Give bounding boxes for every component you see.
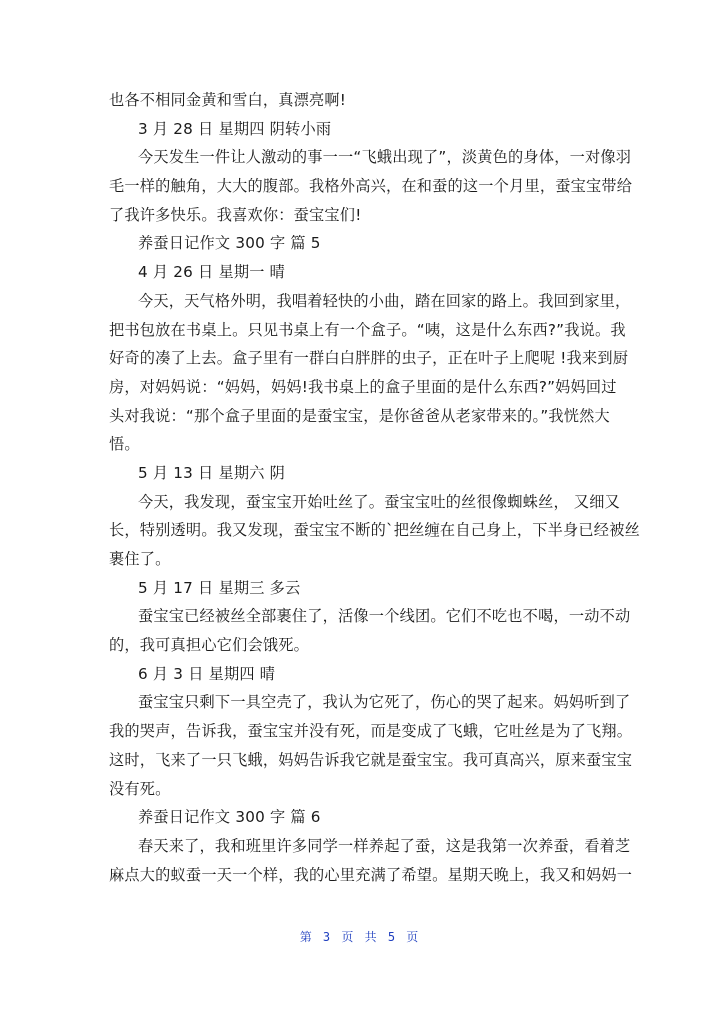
document-body xyxy=(109,86,640,889)
paragraph-line: 今天，我发现，蚕宝宝开始吐丝了。蚕宝宝吐的丝很像蜘蛛丝， 又细又 xyxy=(138,492,621,511)
paragraph-line: 毛一样的触角，大大的腹部。我格外高兴，在和蚕的这一个月里，蚕宝宝带给 xyxy=(109,177,633,196)
paragraph-line: 我的哭声，告诉我，蚕宝宝并没有死，而是变成了飞蛾，它吐丝是为了飞翔。 xyxy=(109,722,633,741)
paragraph-line: 头对我说：“那个盒子里面的是蚕宝宝，是你爸爸从老家带来的。”我恍然大 xyxy=(109,406,610,425)
diary-date-heading: 3 月 28 日 星期四 阴转小雨 xyxy=(138,119,332,138)
paragraph-line: 蚕宝宝已经被丝全部裹住了，活像一个线团。它们不吃也不喝，一动不动 xyxy=(138,607,631,626)
paragraph-line: 这时，飞来了一只飞蛾，妈妈告诉我它就是蚕宝宝。我可真高兴，原来蚕宝宝 xyxy=(109,750,633,769)
diary-date-heading: 5 月 17 日 星期三 多云 xyxy=(138,578,301,597)
paragraph-line: 的，我可真担心它们会饿死。 xyxy=(109,636,310,655)
paragraph-line: 蚕宝宝只剩下一具空壳了，我认为它死了，伤心的哭了起来。妈妈听到了 xyxy=(138,693,631,712)
paragraph-line: 没有死。 xyxy=(109,779,171,798)
paragraph-line: 房，对妈妈说：“妈妈，妈妈!我书桌上的盒子里面的是什么东西?”妈妈回过 xyxy=(109,377,617,396)
page-number-footer: 第 3 页 共 5 页 xyxy=(299,930,421,944)
paragraph-line: 麻点大的蚁蚕一天一个样，我的心里充满了希望。星期天晚上，我又和妈妈一 xyxy=(109,865,633,884)
section-heading: 养蚕日记作文 300 字 篇 6 xyxy=(138,808,321,827)
paragraph-line: 了我许多快乐。我喜欢你：蚕宝宝们! xyxy=(109,205,362,224)
diary-date-heading: 6 月 3 日 星期四 晴 xyxy=(138,664,276,683)
paragraph-line: 也各不相同金黄和雪白，真漂亮啊! xyxy=(109,91,347,109)
paragraph-line: 春天来了，我和班里许多同学一样养起了蚕，这是我第一次养蚕，看着芝 xyxy=(138,836,631,855)
paragraph-line: 好奇的凑了上去。盒子里有一群白白胖胖的虫子，正在叶子上爬呢 !我来到厨 xyxy=(109,349,629,368)
paragraph-line: 今天发生一件让人激动的事一一“飞蛾出现了”，淡黄色的身体，一对像羽 xyxy=(138,148,632,167)
paragraph-line: 把书包放在书桌上。只见书桌上有一个盒子。“咦，这是什么东西?”我说。我 xyxy=(109,320,626,339)
diary-date-heading: 5 月 13 日 星期六 阴 xyxy=(138,463,286,482)
paragraph-line: 长，特别透明。我又发现，蚕宝宝不断的`把丝缠在自己身上，下半身已经被丝 xyxy=(109,521,640,540)
paragraph-line: 悟。 xyxy=(109,435,140,454)
paragraph-line: 今天，天气格外明，我唱着轻快的小曲，踏在回家的路上。我回到家里， xyxy=(138,291,631,310)
diary-date-heading: 4 月 26 日 星期一 晴 xyxy=(138,263,286,282)
section-heading: 养蚕日记作文 300 字 篇 5 xyxy=(138,234,321,253)
paragraph-line: 裹住了。 xyxy=(109,550,171,568)
